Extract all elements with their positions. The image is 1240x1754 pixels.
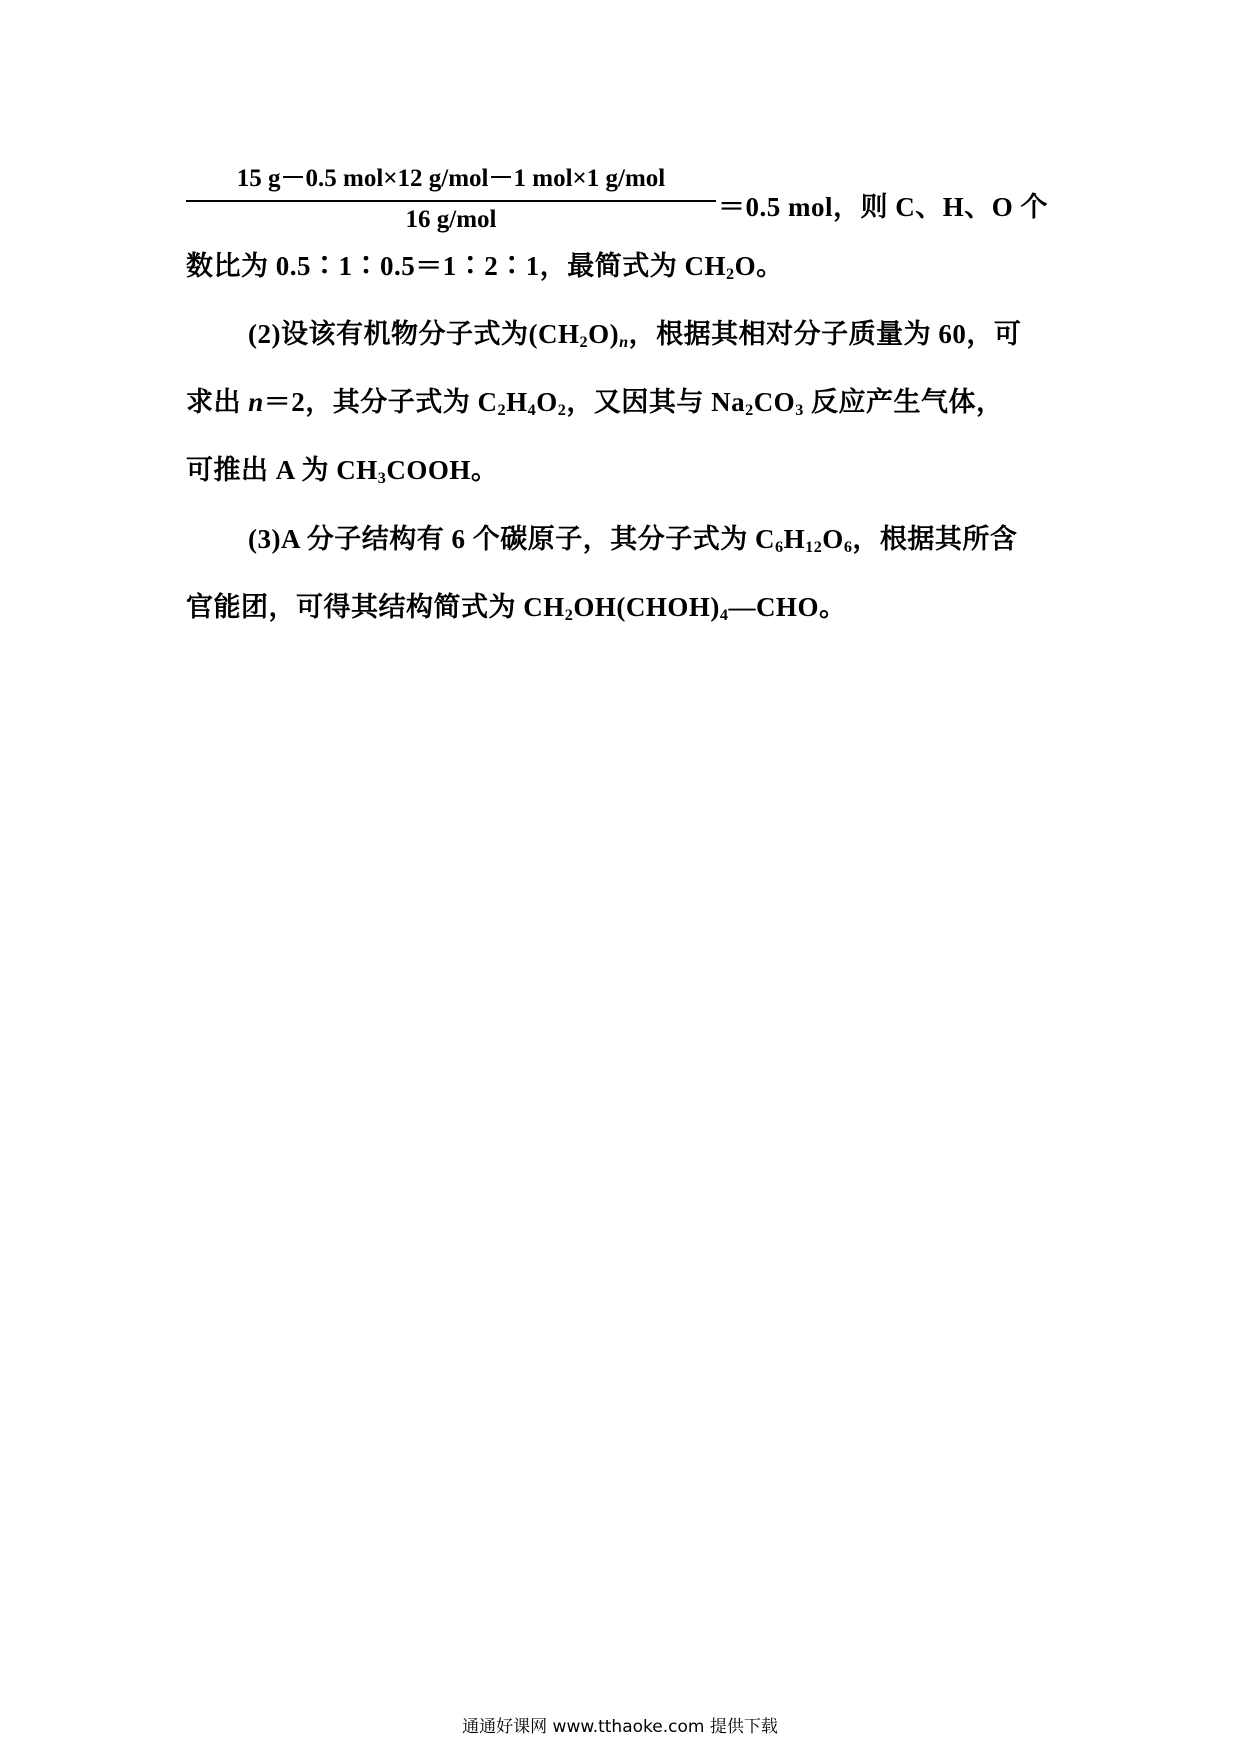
line-5: 可推出 A 为 $CH_3COOH$。 — [186, 455, 499, 488]
footer-text: 通通好课网 www.tthaoke.com 提供下载 — [462, 1717, 778, 1737]
line-6: (3)A 分子结构有 6 个碳原子，其分子式为 $C_6H_{12}O_6$，根据其所含 — [248, 524, 1018, 557]
fraction — [186, 158, 716, 234]
line-2: 数比为 0.5∶1∶0.5＝1∶2∶1，最简式为 $CH_2O$。 — [186, 251, 784, 284]
fraction-numerator: 15 g－0.5 mol×12 g/mol－1 mol×1 g/mol — [186, 158, 716, 202]
line-4: 求出 n＝2，其分子式为 $C_2H_4O_2$，又因其与 $Na_2CO_3$ 反应产生气体， — [186, 387, 1004, 420]
fraction-denominator: 16 g/mol — [405, 206, 497, 233]
line-7: 官能团，可得其结构简式为 $CH_2OH(CHOH)_4—CHO$。 — [186, 592, 847, 625]
line-3: (2)设该有机物分子式为$(CH_2O)_n$，根据其相对分子质量为 60，可 — [248, 319, 1022, 352]
line-1: ＝0.5 mol，则 C、H、O 个 — [718, 192, 1048, 222]
